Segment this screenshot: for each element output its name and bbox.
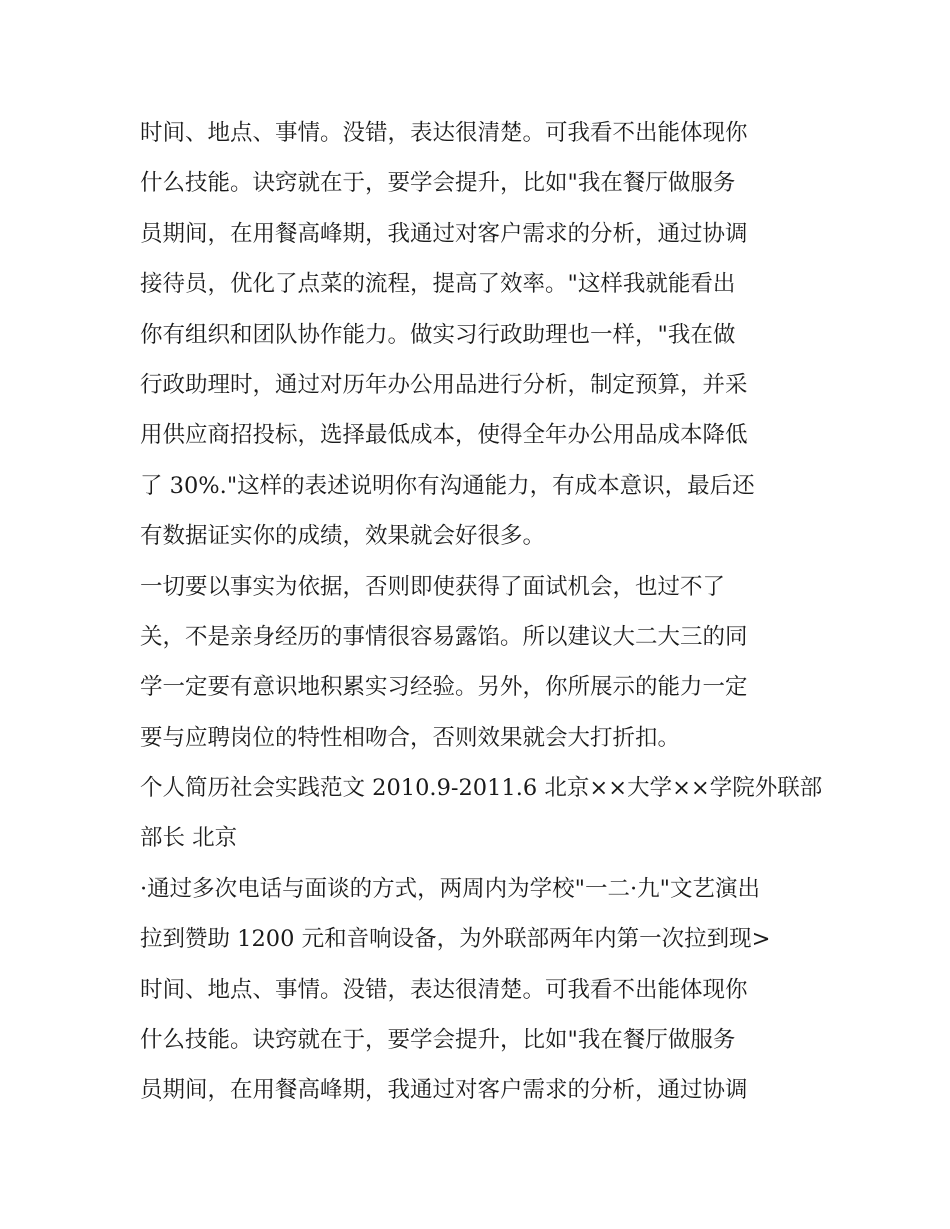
text-line: 时间、地点、事情。没错，表达很清楚。可我看不出能体现你 <box>140 120 748 146</box>
bullet-line: ·通过多次电话与面谈的方式，两周内为学校"一二·九"文艺演出 <box>140 875 761 902</box>
text-line: 你有组织和团队协作能力。做实习行政助理也一样，"我在做 <box>140 321 736 348</box>
section-heading-line: 个人简历社会实践范文 2010.9-2011.6 北京××大学××学院外联部 <box>140 775 823 802</box>
text-line: 拉到赞助 1200 元和音响设备，为外联部两年内第一次拉到现> <box>140 926 771 953</box>
document-body <box>140 108 823 1116</box>
section-heading-line: 部长 北京 <box>140 825 238 852</box>
text-line: 学一定要有意识地积累实习经验。另外，你所展示的能力一定 <box>140 674 748 701</box>
text-line: 员期间，在用餐高峰期，我通过对客户需求的分析，通过协调 <box>140 1077 748 1104</box>
text-line: 什么技能。诀窍就在于，要学会提升，比如"我在餐厅做服务 <box>140 1027 736 1054</box>
text-line: 员期间，在用餐高峰期，我通过对客户需求的分析，通过协调 <box>140 220 748 247</box>
text-line: 有数据证实你的成绩，效果就会好很多。 <box>140 523 546 550</box>
text-line: 关，不是亲身经历的事情很容易露馅。所以建议大二大三的同 <box>140 623 748 650</box>
text-line: 一切要以事实为依据，否则即使获得了面试机会，也过不了 <box>140 573 726 600</box>
text-line: 什么技能。诀窍就在于，要学会提升，比如"我在餐厅做服务 <box>140 170 736 197</box>
text-line: 接待员，优化了点菜的流程，提高了效率。"这样我就能看出 <box>140 271 736 298</box>
text-line: 用供应商招投标，选择最低成本，使得全年办公用品成本降低 <box>140 422 748 449</box>
text-line: 要与应聘岗位的特性相吻合，否则效果就会大打折扣。 <box>140 724 681 751</box>
text-line: 时间、地点、事情。没错，表达很清楚。可我看不出能体现你 <box>140 976 748 1003</box>
text-line: 行政助理时，通过对历年办公用品进行分析，制定预算，并采 <box>140 371 748 398</box>
text-line: 了 30%."这样的表述说明你有沟通能力，有成本意识，最后还 <box>140 472 755 499</box>
